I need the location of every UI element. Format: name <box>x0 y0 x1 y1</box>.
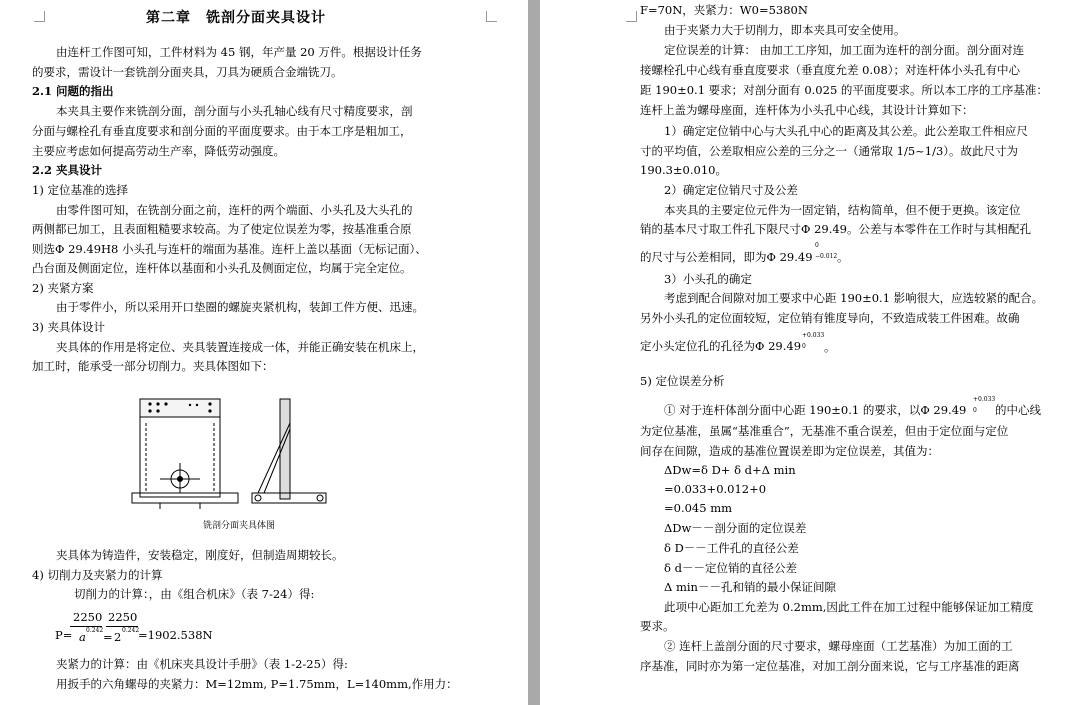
subheading: 5) 定位误差分析 <box>640 374 725 388</box>
formula-denominator: 2 <box>114 630 122 644</box>
equation-line: =0.045 mm <box>664 501 733 515</box>
paragraph-line: 考虑到配合间隙对加工要求中心距 190±0.1 影响很大，应选较紧的配合。 <box>664 291 1044 305</box>
paragraph-line: 销的基本尺寸取工件孔下限尺寸Φ 29.49。公差与本零件在工作时与其相配孔 <box>640 222 1032 236</box>
section-heading: 2.2 夹具设计 <box>32 163 103 177</box>
paragraph-line: 的要求，需设计一套铣剖分面夹具，刀具为硬质合金端铣刀。 <box>32 65 343 79</box>
subheading: 1) 定位基准的选择 <box>32 183 128 197</box>
tolerance-upper: 0 <box>815 242 819 249</box>
paragraph-line: 分面与螺栓孔有垂直度要求和剖分面的平面度要求。由于本工序是粗加工， <box>32 124 412 138</box>
paragraph-line: 由零件图可知，在铣剖分面之前，连杆的两个端面、小头孔及大头孔的 <box>56 203 413 217</box>
paragraph-line: 由于零件小，所以采用开口垫圈的螺旋夹紧机构，装卸工件方便、迅速。 <box>56 300 424 314</box>
period: 。 <box>837 250 849 264</box>
formula-result: =1902.538N <box>138 628 213 642</box>
paragraph-line: 190.3±0.010。 <box>640 163 727 177</box>
paragraph-line: 另外小头孔的定位面较短，定位销有锥度导向，不致造成装工件困难。故确 <box>640 311 1020 325</box>
formula-numerator: 2250 <box>108 610 138 624</box>
formula-equals: = <box>103 630 113 644</box>
right-page <box>540 0 1078 705</box>
paragraph-line: 则选Φ 29.49H8 小头孔与连杆的端面为基准。连杆上盖以基面（无标记面）、 <box>32 242 427 256</box>
tolerance-lower: −0.012 <box>815 253 838 260</box>
paragraph-line: 由连杆工作图可知，工件材料为 45 钢，年产量 20 万件。根据设计任务 <box>56 45 422 59</box>
section-heading: 2.1 问题的指出 <box>32 84 114 98</box>
equation-line: Δ min－－孔和销的最小保证间隙 <box>664 580 836 594</box>
paragraph-line: 连杆上盖为螺母座面，连杆体为小头孔中心线，其设计计算如下： <box>640 103 974 117</box>
paragraph-line: 加工时，能承受一部分切削力。夹具体图如下： <box>32 359 274 373</box>
paragraph-line: 接螺栓孔中心线有垂直度要求（垂直度允差 0.08）；对连杆体小头孔有中心 <box>640 63 1021 77</box>
paragraph-line: 的中心线 <box>995 403 1041 417</box>
paragraph-line: 定位误差的计算： 由加工工序知，加工面为连杆的剖分面。剖分面对连 <box>664 43 1025 57</box>
fixture-body-drawing <box>130 393 340 533</box>
formula-denominator: a <box>79 630 86 644</box>
paragraph-line: 的尺寸与公差相同，即为Φ 29.49 <box>640 250 813 264</box>
paragraph-line: ② 连杆上盖剖分面的尺寸要求，螺母座面（工艺基准）为加工面的工 <box>664 639 1013 653</box>
paragraph-line: 主要应考虑如何提高劳动生产率，降低劳动强度。 <box>32 144 285 158</box>
tolerance-lower: 0 <box>802 343 806 350</box>
paragraph-line: 间存在间隙，造成的基准位置误差即为定位误差，其值为： <box>640 444 939 458</box>
tolerance-lower: 0 <box>973 407 977 414</box>
chapter-title: 第二章 铣剖分面夹具设计 <box>146 10 326 26</box>
paragraph-line: 本夹具的主要定位元件为一固定销，结构简单，但不便于更换。该定位 <box>664 203 1021 217</box>
paragraph-line: F=70N，夹紧力：W0=5380N <box>640 3 808 17</box>
subheading: 2）确定定位销尺寸及公差 <box>664 183 798 197</box>
formula-numerator: 2250 <box>73 610 103 624</box>
equation-line: δ D－－工件孔的直径公差 <box>664 541 799 555</box>
formula-exponent: 0.242 <box>86 627 104 634</box>
paragraph-line: 要求。 <box>640 619 675 633</box>
formula-lhs: P= <box>55 628 73 642</box>
left-page <box>0 0 528 705</box>
equation-line: ΔDw=δ D+ δ d+Δ min <box>664 463 796 477</box>
paragraph-line: 序基准，同时亦为第一定位基准，对加工剖分面来说，它与工序基准的距离 <box>640 659 1020 673</box>
tolerance-upper: +0.033 <box>802 332 825 339</box>
page-corner-mark <box>486 11 497 22</box>
paragraph-line: 切削力的计算：，由《组合机床》（表 7-24）得: <box>74 587 315 601</box>
paragraph-line: 用扳手的六角螺母的夹紧力：M=12mm, P=1.75mm，L=140mm,作用力： <box>56 677 458 691</box>
tolerance-upper: +0.033 <box>973 396 996 403</box>
paragraph-line: 两侧都已加工，且表面粗糙要求较高。为了使定位误差为零，按基准重合原 <box>32 222 412 236</box>
paragraph-line: 夹具体为铸造件，安装稳定，刚度好，但制造周期较长。 <box>56 548 344 562</box>
paragraph-line: 1）确定定位销中心与大头孔中心的距离及其公差。此公差取工件相应尺 <box>664 124 1028 138</box>
subheading: 3）小头孔的确定 <box>664 272 752 286</box>
page-corner-mark <box>626 11 637 22</box>
subheading: 4) 切削力及夹紧力的计算 <box>32 568 163 582</box>
paragraph-line: ① 对于连杆体剖分面中心距 190±0.1 的要求，以Φ 29.49 <box>664 403 967 417</box>
equation-line: ΔDw－－剖分面的定位误差 <box>664 521 807 535</box>
paragraph-line: 夹紧力的计算：由《机床夹具设计手册》（表 1-2-25）得: <box>56 657 348 671</box>
subheading: 3) 夹具体设计 <box>32 320 105 334</box>
paragraph-line: 由于夹紧力大于切削力，即本夹具可安全使用。 <box>664 23 906 37</box>
equation-line: =0.033+0.012+0 <box>664 482 767 496</box>
equation-line: δ d－－定位销的直径公差 <box>664 561 797 575</box>
subheading: 2) 夹紧方案 <box>32 281 94 295</box>
paragraph-line: 定小头定位孔的孔径为Φ 29.49 <box>640 339 802 353</box>
paragraph-line: 夹具体的作用是将定位、夹具装置连接成一体，并能正确安装在机床上， <box>56 340 424 354</box>
figure-caption: 铣剖分面夹具体图 <box>203 521 276 531</box>
paragraph-line: 寸的平均值，公差取相应公差的三分之一（通常取 1/5~1/3）。故此尺寸为 <box>640 144 1019 158</box>
period: 。 <box>824 340 836 354</box>
paragraph-line: 此项中心距加工允差为 0.2mm,因此工件在加工过程中能够保证加工精度 <box>664 600 1034 614</box>
paragraph-line: 凸台面及侧面定位，连杆体以基面和小头孔及侧面定位，均属于完全定位。 <box>32 261 412 275</box>
paragraph-line: 本夹具主要作来铣剖分面，剖分面与小头孔轴心线有尺寸精度要求，剖 <box>56 104 413 118</box>
paragraph-line: 距 190±0.1 要求；对剖分面有 0.025 的平面度要求。所以本工序的工序基准： <box>640 83 1048 97</box>
paragraph-line: 为定位基准，虽属“基准重合”，无基准不重合误差，但由于定位面与定位 <box>640 424 1009 438</box>
formula-exponent: 0.242 <box>122 627 140 634</box>
page-corner-mark <box>34 11 45 22</box>
